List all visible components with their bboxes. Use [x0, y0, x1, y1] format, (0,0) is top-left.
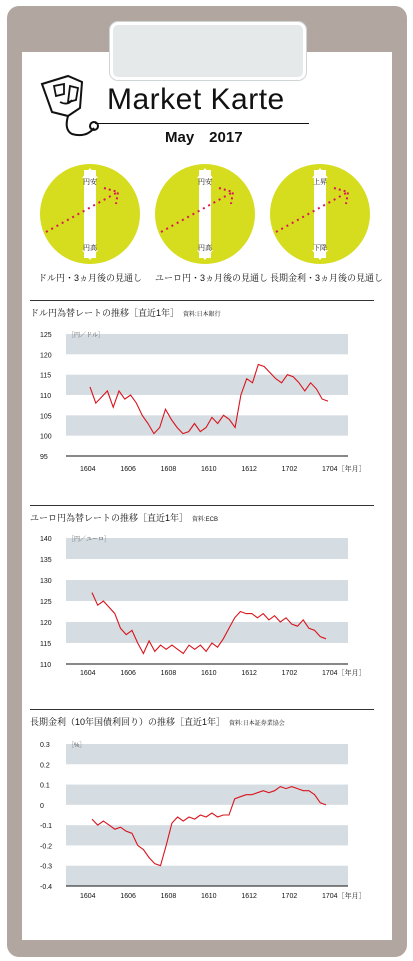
- x-tick-label: 1608: [160, 893, 177, 900]
- y-tick-label: 135: [40, 557, 52, 564]
- outlook-gauge: [40, 164, 140, 264]
- outlook-gauges: [0, 0, 413, 300]
- y-tick-label: 110: [40, 393, 52, 400]
- x-tick-label: 1606: [120, 893, 136, 900]
- y-tick-label: -0.3: [40, 863, 53, 871]
- gauge-bottom-label: 円高: [83, 245, 97, 252]
- chart-grid-band: [66, 580, 348, 601]
- chart-eurjpy: [0, 525, 413, 685]
- x-tick-label: 1610: [201, 670, 217, 677]
- y-tick-label: -0.1: [40, 823, 53, 831]
- y-tick-label: 125: [40, 332, 52, 339]
- x-tick-label: 1702: [281, 466, 298, 473]
- y-tick-label: -0.4: [40, 884, 53, 891]
- gauge-bottom-label: 下降: [313, 245, 327, 252]
- x-tick-label: 1604: [80, 670, 96, 677]
- x-tick-label: 1608: [160, 466, 177, 473]
- chart-title-jgb: [30, 715, 285, 728]
- chart-grid-band: [66, 744, 348, 764]
- gauge-bottom-label: 円高: [198, 245, 212, 252]
- x-tick-label: 1612: [241, 466, 257, 473]
- chart-usdjpy: [0, 320, 413, 480]
- y-tick-label: 105: [40, 413, 52, 421]
- x-tick-label: 1610: [201, 466, 217, 473]
- chart-source: 資料:日本銀行: [183, 312, 221, 318]
- x-tick-label: 1604: [80, 893, 96, 900]
- chart-jgb-yield: [0, 730, 413, 910]
- y-tick-label: 100: [40, 433, 52, 441]
- outlook-gauge: [155, 164, 255, 264]
- chart-title-text: ユーロ円為替レートの推移［直近1年］: [30, 513, 189, 523]
- y-tick-label: 95: [40, 454, 48, 461]
- y-tick-label: 120: [40, 352, 52, 360]
- x-tick-label: 1704［年月］: [322, 466, 366, 473]
- section-rule-2: [30, 505, 374, 506]
- chart-title-usdjpy: [30, 306, 221, 319]
- x-tick-label: 1612: [241, 670, 257, 677]
- chart-title-text: 長期金利（10年国債利回り）の推移［直近1年］: [30, 717, 226, 727]
- y-tick-label: 0.2: [40, 762, 50, 770]
- chart-grid-band: [66, 866, 348, 886]
- outlook-label-jgb: 長期金利・3ヵ月後の見通し: [270, 273, 384, 283]
- chart-title-text: ドル円為替レートの推移［直近1年］: [30, 308, 180, 318]
- chart-grid-band: [66, 622, 348, 643]
- y-tick-label: 110: [40, 662, 52, 669]
- x-tick-label: 1606: [120, 466, 136, 473]
- x-tick-label: 1608: [160, 670, 177, 677]
- y-tick-label: 0.3: [40, 742, 50, 749]
- x-tick-label: 1606: [120, 670, 136, 677]
- chart-grid-band: [66, 785, 348, 805]
- y-tick-label: 130: [40, 578, 52, 585]
- y-tick-label: 115: [40, 372, 52, 380]
- x-tick-label: 1612: [241, 893, 257, 900]
- outlook-label-usdjpy: ドル円・3ヵ月後の見通し: [38, 273, 143, 283]
- page-subtitle: May 2017: [165, 129, 243, 146]
- section-rule-1: [30, 300, 374, 301]
- gauge-top-label: 円安: [198, 179, 212, 186]
- y-tick-label: 125: [40, 599, 52, 606]
- y-tick-label: 115: [40, 641, 52, 648]
- gauge-top-label: 上昇: [313, 179, 327, 186]
- x-tick-label: 1704［年月］: [322, 893, 366, 900]
- chart-grid-band: [66, 825, 348, 845]
- x-tick-label: 1704［年月］: [322, 670, 366, 677]
- y-tick-label: 120: [40, 620, 52, 627]
- gauge-top-label: 円安: [83, 179, 97, 186]
- x-tick-label: 1702: [281, 893, 298, 900]
- x-tick-label: 1604: [80, 466, 96, 473]
- x-tick-label: 1610: [201, 893, 217, 900]
- chart-title-eurjpy: [30, 511, 218, 524]
- y-axis-unit: ［%］: [68, 743, 86, 749]
- page-title: Market Karte: [107, 83, 285, 116]
- y-tick-label: 140: [40, 536, 52, 543]
- x-tick-label: 1702: [281, 670, 298, 677]
- outlook-label-eurjpy: ユーロ円・3ヵ月後の見通し: [155, 273, 269, 283]
- chart-source: 資料:日本証券業協会: [229, 721, 285, 727]
- chart-grid-band: [66, 334, 348, 354]
- chart-source: 資料:ECB: [192, 517, 219, 523]
- section-rule-3: [30, 709, 374, 710]
- y-tick-label: -0.2: [40, 843, 53, 851]
- y-axis-unit: ［円／ドル］: [68, 333, 105, 339]
- y-tick-label: 0.1: [40, 782, 50, 790]
- outlook-gauge: [270, 164, 370, 264]
- y-tick-label: 0: [40, 802, 44, 810]
- y-axis-unit: ［円／ユーロ］: [68, 537, 111, 543]
